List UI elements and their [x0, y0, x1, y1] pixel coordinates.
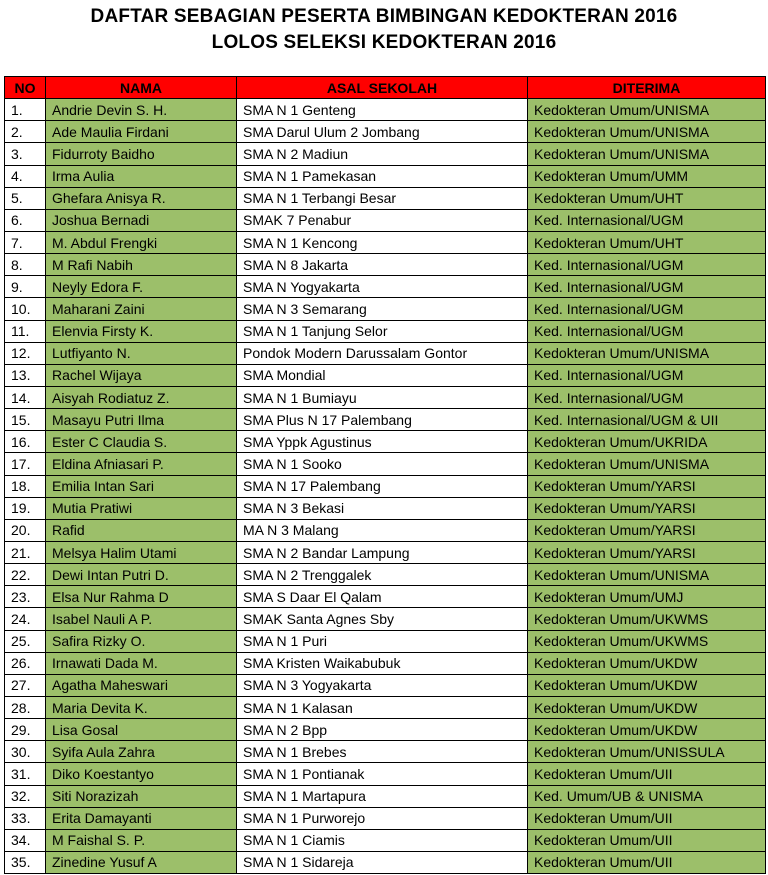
student-name: Mutia Pratiwi [46, 497, 237, 519]
table-row [5, 276, 766, 298]
table-row [5, 763, 766, 785]
table-row [5, 608, 766, 630]
student-name: Neyly Edora F. [46, 276, 237, 298]
student-name: Fidurroty Baidho [46, 143, 237, 165]
table-row [5, 364, 766, 386]
school-name: SMA N 17 Palembang [237, 475, 528, 497]
row-number: 13. [5, 364, 46, 386]
accepted-program: Kedokteran Umum/UKDW [528, 652, 766, 674]
table-row [5, 785, 766, 807]
row-number: 18. [5, 475, 46, 497]
accepted-program: Kedokteran Umum/UII [528, 807, 766, 829]
row-number: 25. [5, 630, 46, 652]
table-row [5, 209, 766, 231]
school-name: SMA N 3 Yogyakarta [237, 674, 528, 696]
table-row [5, 99, 766, 121]
row-number: 30. [5, 741, 46, 763]
student-name: Ghefara Anisya R. [46, 187, 237, 209]
student-name: Agatha Maheswari [46, 674, 237, 696]
accepted-program: Kedokteran Umum/UKDW [528, 674, 766, 696]
table-row [5, 741, 766, 763]
row-number: 19. [5, 497, 46, 519]
student-name: Emilia Intan Sari [46, 475, 237, 497]
table-row [5, 143, 766, 165]
school-name: Pondok Modern Darussalam Gontor [237, 342, 528, 364]
student-name: Irnawati Dada M. [46, 652, 237, 674]
table-row [5, 165, 766, 187]
row-number: 2. [5, 121, 46, 143]
accepted-program: Kedokteran Umum/UNISMA [528, 342, 766, 364]
accepted-program: Kedokteran Umum/UII [528, 763, 766, 785]
accepted-program: Kedokteran Umum/UHT [528, 187, 766, 209]
row-number: 10. [5, 298, 46, 320]
table-row [5, 187, 766, 209]
school-name: SMA S Daar El Qalam [237, 586, 528, 608]
school-name: SMA N Yogyakarta [237, 276, 528, 298]
school-name: SMA N 1 Pamekasan [237, 165, 528, 187]
document-title: DAFTAR SEBAGIAN PESERTA BIMBINGAN KEDOKTERAN 2016 [90, 6, 678, 27]
student-name: Ade Maulia Firdani [46, 121, 237, 143]
table-row [5, 231, 766, 253]
accepted-program: Kedokteran Umum/UKWMS [528, 630, 766, 652]
table-body [5, 99, 766, 874]
row-number: 6. [5, 209, 46, 231]
row-number: 12. [5, 342, 46, 364]
student-name: Rafid [46, 519, 237, 541]
accepted-program: Kedokteran Umum/UNISSULA [528, 741, 766, 763]
header-nama: NAMA [46, 77, 237, 99]
row-number: 24. [5, 608, 46, 630]
row-number: 1. [5, 99, 46, 121]
row-number: 9. [5, 276, 46, 298]
table-row [5, 541, 766, 563]
student-name: Maria Devita K. [46, 696, 237, 718]
table-header-row [5, 77, 766, 99]
table-row [5, 652, 766, 674]
header-no: NO [5, 77, 46, 99]
student-name: Andrie Devin S. H. [46, 99, 237, 121]
table-row [5, 431, 766, 453]
row-number: 4. [5, 165, 46, 187]
school-name: SMA N 1 Pontianak [237, 763, 528, 785]
student-name: M Rafi Nabih [46, 254, 237, 276]
accepted-program: Kedokteran Umum/YARSI [528, 519, 766, 541]
accepted-program: Kedokteran Umum/YARSI [528, 541, 766, 563]
student-name: Dewi Intan Putri D. [46, 564, 237, 586]
row-number: 8. [5, 254, 46, 276]
school-name: MA N 3 Malang [237, 519, 528, 541]
row-number: 14. [5, 386, 46, 408]
accepted-program: Ked. Internasional/UGM [528, 254, 766, 276]
school-name: SMA N 1 Tanjung Selor [237, 320, 528, 342]
school-name: SMA N 1 Puri [237, 630, 528, 652]
student-name: Erita Damayanti [46, 807, 237, 829]
accepted-program: Ked. Internasional/UGM [528, 320, 766, 342]
student-name: Maharani Zaini [46, 298, 237, 320]
accepted-program: Kedokteran Umum/UNISMA [528, 564, 766, 586]
school-name: SMA N 2 Madiun [237, 143, 528, 165]
student-name: Elenvia Firsty K. [46, 320, 237, 342]
table-row [5, 829, 766, 851]
table-row [5, 254, 766, 276]
accepted-program: Kedokteran Umum/UKWMS [528, 608, 766, 630]
row-number: 20. [5, 519, 46, 541]
table-row [5, 564, 766, 586]
school-name: SMA N 1 Purworejo [237, 807, 528, 829]
accepted-program: Kedokteran Umum/UII [528, 829, 766, 851]
row-number: 22. [5, 564, 46, 586]
accepted-program: Ked. Internasional/UGM & UII [528, 409, 766, 431]
row-number: 26. [5, 652, 46, 674]
student-name: M. Abdul Frengki [46, 231, 237, 253]
row-number: 28. [5, 696, 46, 718]
table-row [5, 497, 766, 519]
student-name: Eldina Afniasari P. [46, 453, 237, 475]
accepted-program: Kedokteran Umum/UKRIDA [528, 431, 766, 453]
row-number: 21. [5, 541, 46, 563]
table-row [5, 719, 766, 741]
student-name: Masayu Putri Ilma [46, 409, 237, 431]
student-name: Elsa Nur Rahma D [46, 586, 237, 608]
table-row [5, 851, 766, 873]
accepted-program: Kedokteran Umum/UNISMA [528, 453, 766, 475]
accepted-program: Ked. Internasional/UGM [528, 276, 766, 298]
school-name: SMA N 1 Terbangi Besar [237, 187, 528, 209]
school-name: SMA N 8 Jakarta [237, 254, 528, 276]
school-name: SMA N 1 Kencong [237, 231, 528, 253]
accepted-program: Ked. Internasional/UGM [528, 209, 766, 231]
accepted-program: Kedokteran Umum/UNISMA [528, 121, 766, 143]
student-name: Syifa Aula Zahra [46, 741, 237, 763]
table-row [5, 320, 766, 342]
accepted-program: Ked. Internasional/UGM [528, 386, 766, 408]
school-name: SMAK Santa Agnes Sby [237, 608, 528, 630]
school-name: SMA N 1 Kalasan [237, 696, 528, 718]
accepted-program: Kedokteran Umum/UMM [528, 165, 766, 187]
student-name: Safira Rizky O. [46, 630, 237, 652]
student-name: Lutfiyanto N. [46, 342, 237, 364]
header-asal-sekolah: ASAL SEKOLAH [237, 77, 528, 99]
row-number: 16. [5, 431, 46, 453]
school-name: SMA N 3 Bekasi [237, 497, 528, 519]
table-row [5, 475, 766, 497]
accepted-program: Ked. Internasional/UGM [528, 364, 766, 386]
accepted-program: Kedokteran Umum/UHT [528, 231, 766, 253]
school-name: SMA Plus N 17 Palembang [237, 409, 528, 431]
accepted-program: Kedokteran Umum/UNISMA [528, 143, 766, 165]
row-number: 34. [5, 829, 46, 851]
row-number: 23. [5, 586, 46, 608]
school-name: SMA N 1 Brebes [237, 741, 528, 763]
school-name: SMAK 7 Penabur [237, 209, 528, 231]
school-name: SMA Mondial [237, 364, 528, 386]
table-row [5, 342, 766, 364]
table-row [5, 298, 766, 320]
school-name: SMA N 2 Bpp [237, 719, 528, 741]
school-name: SMA Darul Ulum 2 Jombang [237, 121, 528, 143]
table-row [5, 586, 766, 608]
school-name: SMA N 3 Semarang [237, 298, 528, 320]
table-row [5, 807, 766, 829]
row-number: 7. [5, 231, 46, 253]
school-name: SMA N 1 Ciamis [237, 829, 528, 851]
accepted-program: Ked. Internasional/UGM [528, 298, 766, 320]
document-subtitle: LOLOS SELEKSI KEDOKTERAN 2016 [211, 32, 557, 53]
row-number: 35. [5, 851, 46, 873]
accepted-program: Kedokteran Umum/UKDW [528, 719, 766, 741]
row-number: 15. [5, 409, 46, 431]
student-name: M Faishal S. P. [46, 829, 237, 851]
school-name: SMA N 1 Sidareja [237, 851, 528, 873]
student-name: Siti Norazizah [46, 785, 237, 807]
student-name: Melsya Halim Utami [46, 541, 237, 563]
student-name: Joshua Bernadi [46, 209, 237, 231]
row-number: 27. [5, 674, 46, 696]
student-name: Lisa Gosal [46, 719, 237, 741]
table-row [5, 674, 766, 696]
accepted-program: Kedokteran Umum/UNISMA [528, 99, 766, 121]
school-name: SMA Kristen Waikabubuk [237, 652, 528, 674]
row-number: 32. [5, 785, 46, 807]
accepted-program: Kedokteran Umum/YARSI [528, 497, 766, 519]
school-name: SMA N 1 Genteng [237, 99, 528, 121]
header-diterima: DITERIMA [528, 77, 766, 99]
table-row [5, 696, 766, 718]
student-name: Ester C Claudia S. [46, 431, 237, 453]
school-name: SMA N 2 Bandar Lampung [237, 541, 528, 563]
row-number: 31. [5, 763, 46, 785]
table-row [5, 386, 766, 408]
school-name: SMA N 1 Bumiayu [237, 386, 528, 408]
row-number: 3. [5, 143, 46, 165]
table-row [5, 409, 766, 431]
school-name: SMA N 1 Sooko [237, 453, 528, 475]
table-row [5, 453, 766, 475]
row-number: 33. [5, 807, 46, 829]
row-number: 5. [5, 187, 46, 209]
accepted-program: Kedokteran Umum/UMJ [528, 586, 766, 608]
student-name: Irma Aulia [46, 165, 237, 187]
student-name: Isabel Nauli A P. [46, 608, 237, 630]
school-name: SMA Yppk Agustinus [237, 431, 528, 453]
table-row [5, 630, 766, 652]
accepted-program: Ked. Umum/UB & UNISMA [528, 785, 766, 807]
student-name: Rachel Wijaya [46, 364, 237, 386]
school-name: SMA N 1 Martapura [237, 785, 528, 807]
participants-table [4, 76, 766, 874]
accepted-program: Kedokteran Umum/YARSI [528, 475, 766, 497]
school-name: SMA N 2 Trenggalek [237, 564, 528, 586]
student-name: Diko Koestantyo [46, 763, 237, 785]
row-number: 29. [5, 719, 46, 741]
table-row [5, 519, 766, 541]
student-name: Aisyah Rodiatuz Z. [46, 386, 237, 408]
row-number: 11. [5, 320, 46, 342]
student-name: Zinedine Yusuf A [46, 851, 237, 873]
table-row [5, 121, 766, 143]
row-number: 17. [5, 453, 46, 475]
accepted-program: Kedokteran Umum/UII [528, 851, 766, 873]
accepted-program: Kedokteran Umum/UKDW [528, 696, 766, 718]
